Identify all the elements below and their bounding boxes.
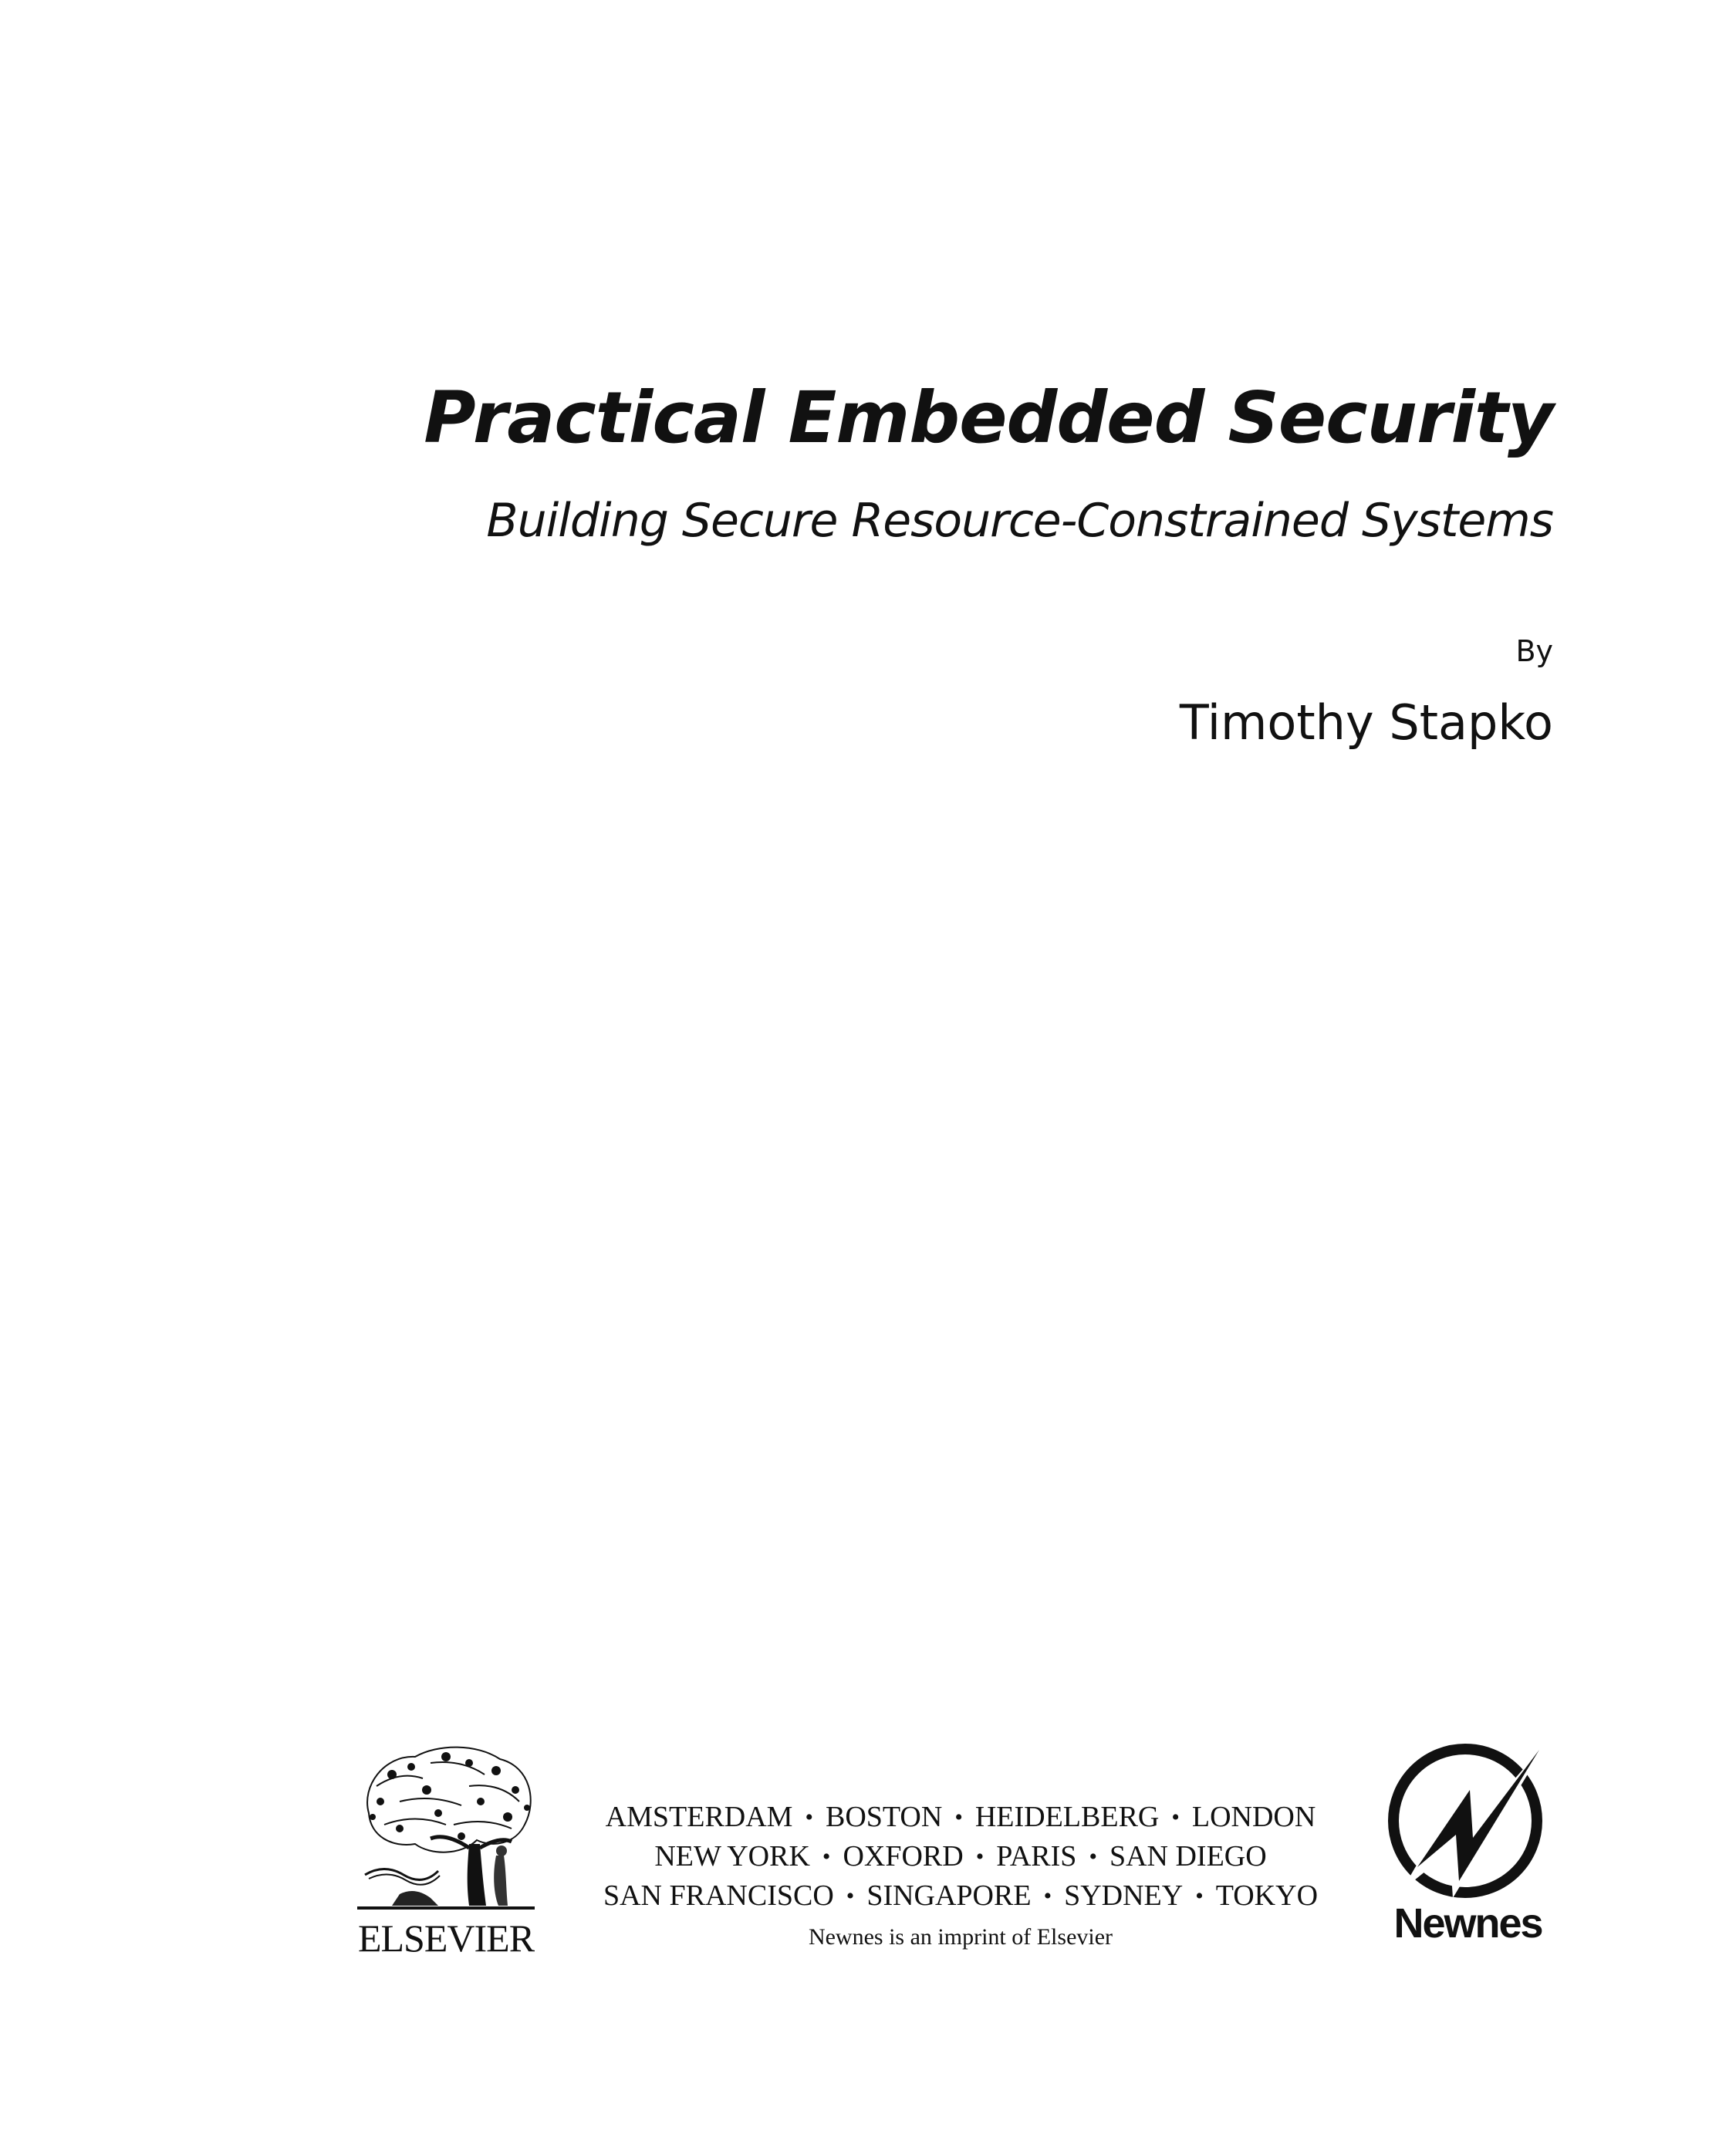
city: OXFORD [843,1840,964,1873]
city: SINGAPORE [866,1879,1032,1912]
bullet-separator: • [1171,1805,1180,1830]
bullet-separator: • [975,1844,985,1869]
bullet-separator: • [846,1883,855,1909]
newnes-lightning-icon [1385,1736,1551,1902]
city: SYDNEY [1064,1879,1184,1912]
bullet-separator: • [1089,1844,1097,1869]
book-title: Practical Embedded Security [424,377,1553,459]
city: TOKYO [1215,1879,1319,1912]
elsevier-tree-icon [353,1740,539,1913]
bullet-separator: • [805,1805,813,1830]
city: SAN FRANCISCO [603,1879,834,1912]
newnes-logo [1385,1736,1551,1956]
newnes-wordmark: Newnes [1393,1900,1542,1947]
publisher-cities [586,1798,1335,1953]
city: NEW YORK [654,1840,810,1873]
city: HEIDELBERG [974,1801,1160,1833]
city: PARIS [996,1840,1077,1873]
author-name: Timothy Stapko [1179,694,1553,751]
bullet-separator: • [1195,1883,1204,1909]
city-line-3 [586,1876,1335,1916]
elsevier-logo [353,1740,539,1960]
city: AMSTERDAM [605,1801,793,1833]
city: BOSTON [825,1801,943,1833]
elsevier-wordmark: ELSEVIER [357,1916,535,1960]
bullet-separator: • [954,1805,963,1830]
imprint-note: Newnes is an imprint of Elsevier [808,1924,1113,1950]
city-line-1 [586,1798,1335,1837]
city-line-2 [586,1837,1335,1876]
bullet-separator: • [822,1844,831,1869]
city: SAN DIEGO [1109,1840,1267,1873]
book-subtitle: Building Secure Resource-Constrained Systems [486,494,1553,548]
city: LONDON [1191,1801,1316,1833]
by-label: By [1515,634,1553,668]
bullet-separator: • [1043,1883,1052,1909]
